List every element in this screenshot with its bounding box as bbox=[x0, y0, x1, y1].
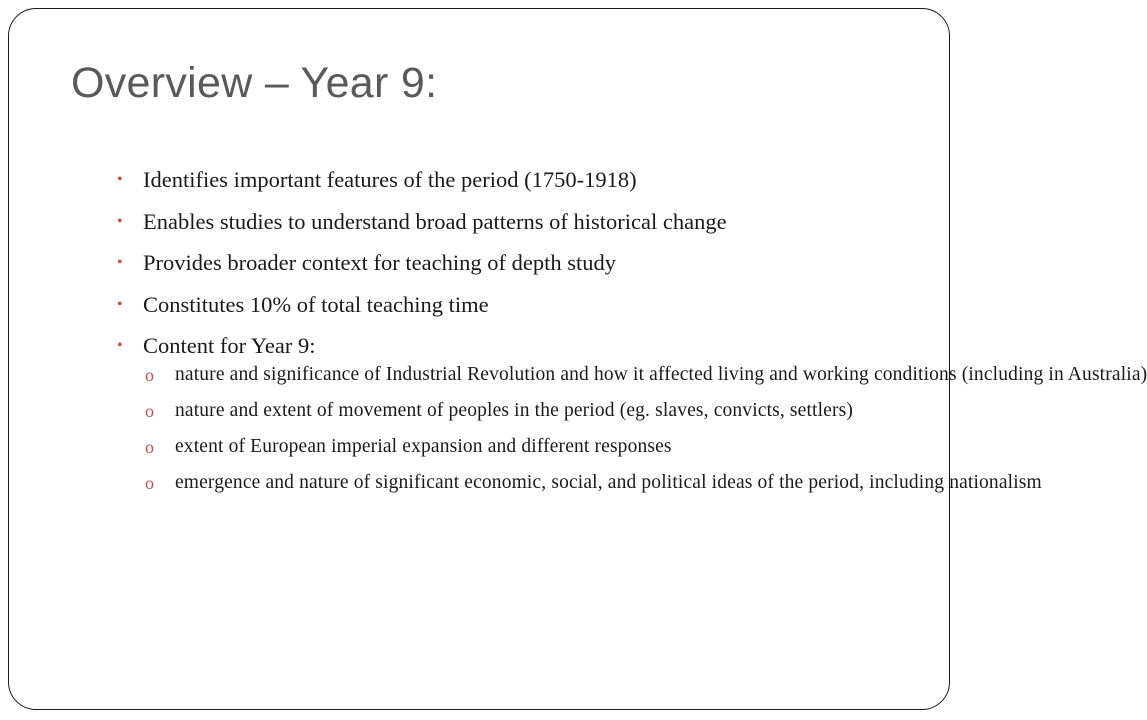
bullet-item bbox=[117, 331, 1147, 496]
slide-frame bbox=[8, 8, 1147, 710]
sub-bullet-item bbox=[143, 398, 907, 424]
bullet-dot-icon: • bbox=[117, 337, 123, 354]
circle-bullet-icon: o bbox=[145, 401, 155, 421]
bullet-dot-icon: • bbox=[117, 171, 123, 188]
bullet-item bbox=[117, 290, 907, 320]
bullet-dot-icon: • bbox=[117, 295, 123, 313]
bullet-text: Provides broader context for teaching of depth study bbox=[143, 250, 616, 275]
bullet-text: Identifies important features of the period (1750-1918) bbox=[143, 167, 637, 192]
circle-bullet-icon: o bbox=[145, 473, 155, 493]
bullet-list bbox=[117, 165, 1147, 508]
sub-bullet-item bbox=[143, 470, 1042, 496]
bullet-dot-icon: • bbox=[117, 212, 123, 230]
bullet-dot-icon: • bbox=[117, 254, 123, 271]
sub-bullet-text: nature and significance of Industrial Revolution and how it affected living and working conditions (including in Australia) bbox=[175, 364, 1147, 385]
circle-bullet-icon: o bbox=[145, 437, 155, 457]
sub-bullet-item bbox=[143, 434, 907, 460]
sub-bullet-list bbox=[143, 362, 1147, 496]
sub-bullet-text: emergence and nature of significant economic, social, and political ideas of the period, including nationalism bbox=[175, 472, 1042, 493]
bullet-text: Constitutes 10% of total teaching time bbox=[143, 291, 489, 317]
slide-title: Overview – Year 9: bbox=[71, 59, 438, 107]
bullet-item bbox=[117, 248, 907, 278]
bullet-text: Enables studies to understand broad patterns of historical change bbox=[143, 208, 727, 234]
sub-bullet-text: extent of European imperial expansion and different responses bbox=[175, 436, 672, 457]
sub-bullet-text: nature and extent of movement of peoples in the period (eg. slaves, convicts, settlers) bbox=[175, 400, 854, 421]
bullet-item bbox=[117, 207, 907, 237]
sub-bullet-item bbox=[143, 362, 1147, 388]
circle-bullet-icon: o bbox=[145, 365, 155, 385]
bullet-text: Content for Year 9: bbox=[143, 333, 316, 358]
bullet-item bbox=[117, 165, 907, 195]
